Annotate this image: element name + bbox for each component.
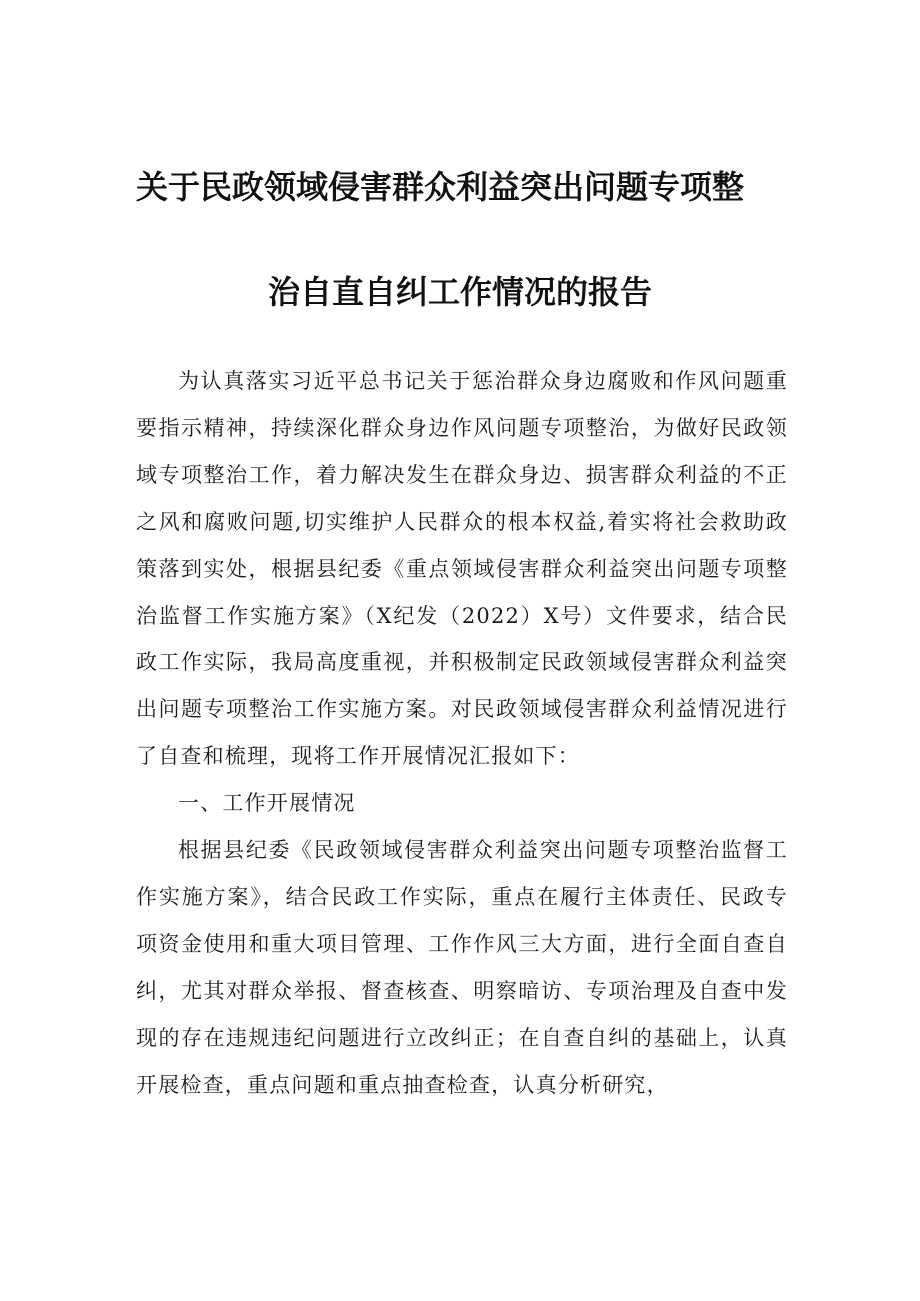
document-body: [136, 358, 788, 1109]
title-line-1: 关于民政领域侵害群众利益突出问题专项整: [136, 168, 745, 206]
section-heading-work-progress: 一、工作开展情况: [178, 791, 356, 816]
paragraph-work-progress: 根据县纪委《民政领域侵害群众利益突出问题专项整治监督工作实施方案》，结合民政工作实际，重点在履行主体责任、民政专项资金使用和重大项目管理、工作作风三大方面，进行全面自查自纠，尤其对群众举报、督查核查、明察暗访、专项治理及自查中发现的存在违规违纪问题进行立改纠正；在自查自纠的基础上，认真开展检查，重点问题和重点抽查检查，认真分析研究，: [136, 838, 788, 1097]
paragraph-intro: 为认真落实习近平总书记关于惩治群众身边腐败和作风问题重要指示精神，持续深化群众身边作风问题专项整治，为做好民政领域专项整治工作，着力解决发生在群众身边、损害群众利益的不正之风和腐败问题,切实维护人民群众的根本权益,着实将社会救助政策落到实处，根据县纪委《重点领域侵害群众利益突出问题专项整治监督工作实施方案》（X纪发（2022）X号）文件要求，结合民政工作实际，我局高度重视，并积极制定民政领域侵害群众利益突出问题专项整治工作实施方案。对民政领域侵害群众利益情况进行了自查和梳理，现将工作开展情况汇报如下：: [136, 369, 788, 769]
title-line-2: 治自直自纠工作情况的报告: [268, 273, 653, 311]
